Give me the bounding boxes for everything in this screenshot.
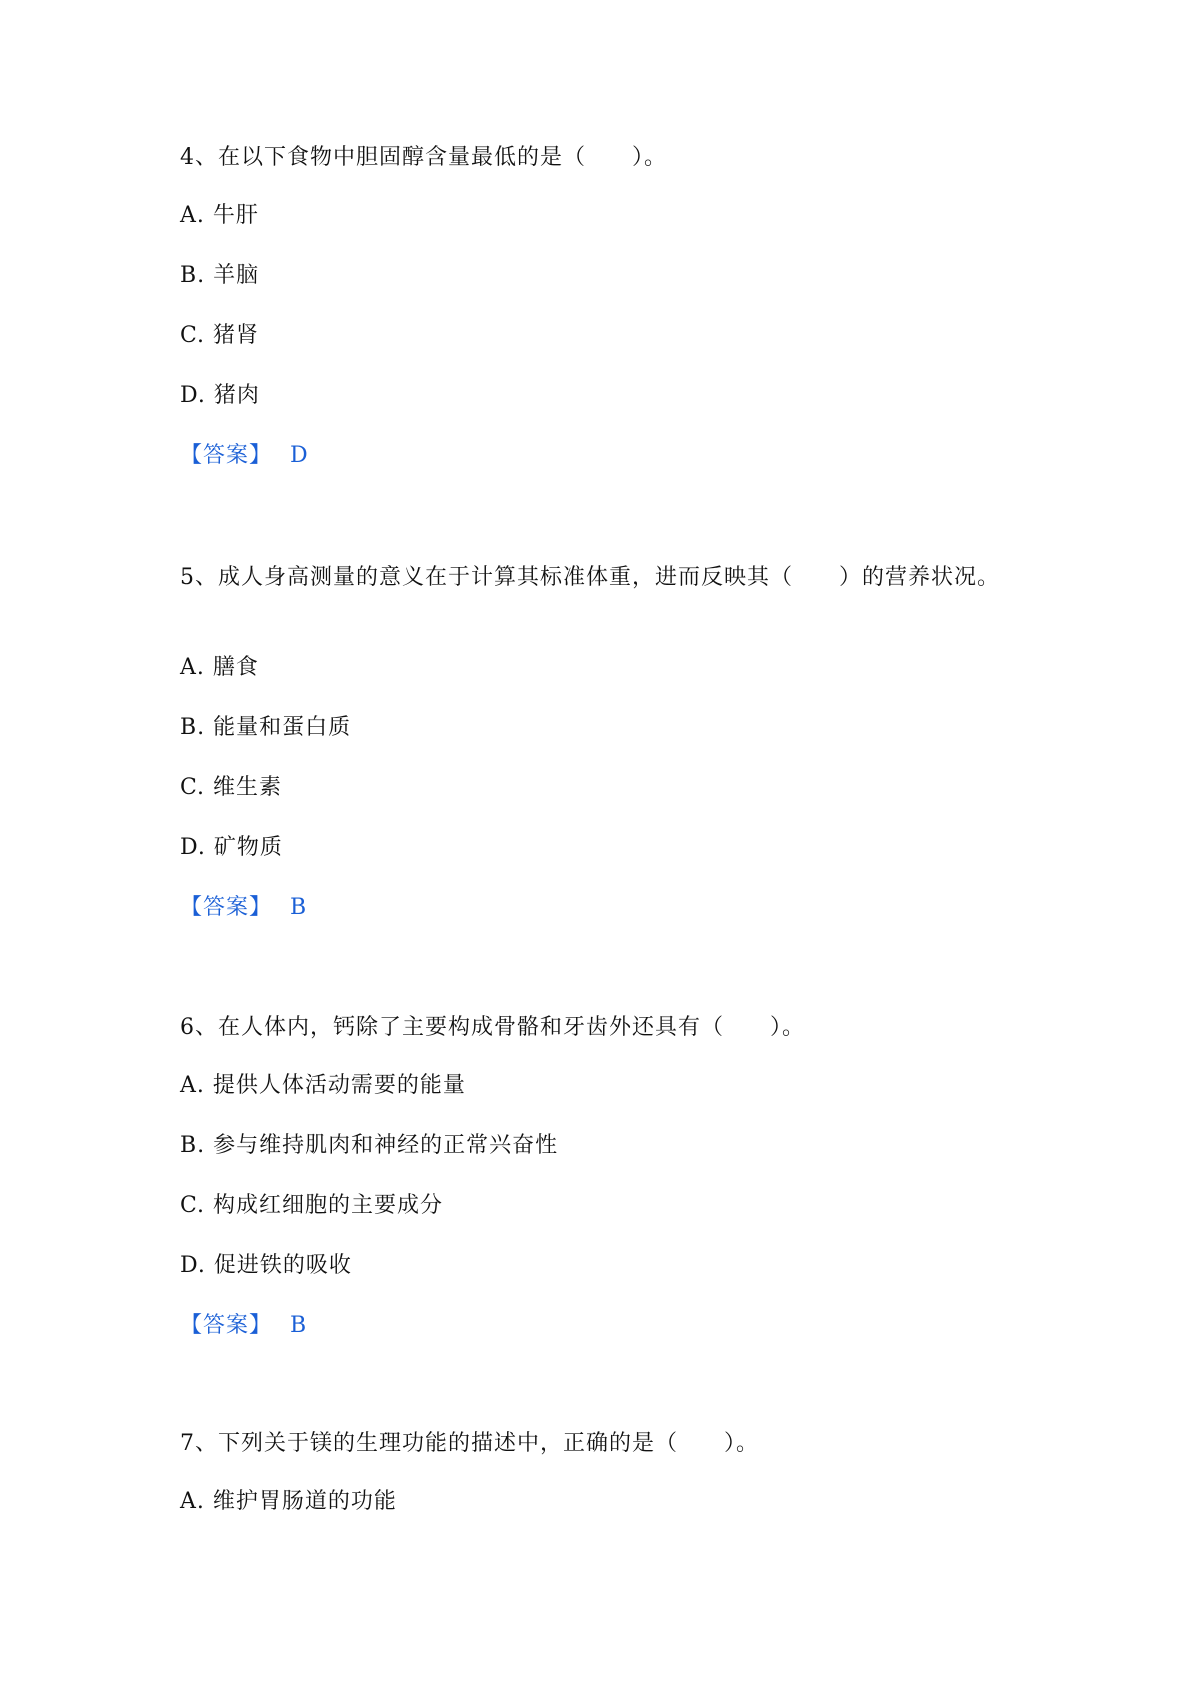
option-b: B. 能量和蛋白质 bbox=[180, 715, 352, 740]
answer-value: D bbox=[290, 443, 309, 468]
option-b: B. 羊脑 bbox=[180, 263, 260, 288]
question-4 bbox=[180, 142, 1000, 468]
option-a: A. 膳食 bbox=[180, 655, 259, 680]
question-stem: 4、在以下食物中胆固醇含量最低的是（ ）。 bbox=[180, 145, 667, 170]
answer bbox=[180, 440, 309, 472]
answer bbox=[180, 892, 307, 924]
answer-value: B bbox=[290, 1313, 308, 1338]
answer-label: 【答案】 bbox=[180, 443, 273, 468]
answer-value: B bbox=[290, 895, 308, 920]
question-stem: 7、下列关于镁的生理功能的描述中，正确的是（ ）。 bbox=[180, 1431, 759, 1456]
option-d: D. 促进铁的吸收 bbox=[180, 1253, 352, 1278]
option-c: C. 猪肾 bbox=[180, 323, 260, 348]
option-d: D. 矿物质 bbox=[180, 835, 283, 860]
option-a: A. 牛肝 bbox=[180, 203, 259, 228]
option-c: C. 构成红细胞的主要成分 bbox=[180, 1193, 444, 1218]
option-b: B. 参与维持肌肉和神经的正常兴奋性 bbox=[180, 1133, 559, 1158]
question-6 bbox=[180, 1012, 1000, 1342]
answer bbox=[180, 1310, 307, 1342]
question-stem: 5、成人身高测量的意义在于计算其标准体重，进而反映其（ ）的营养状况。 bbox=[180, 565, 1000, 590]
answer-label: 【答案】 bbox=[180, 895, 273, 920]
question-5 bbox=[180, 562, 1000, 922]
option-d: D. 猪肉 bbox=[180, 383, 260, 408]
question-stem: 6、在人体内，钙除了主要构成骨骼和牙齿外还具有（ ）。 bbox=[180, 1015, 805, 1040]
option-a: A. 维护胃肠道的功能 bbox=[180, 1489, 397, 1514]
option-a: A. 提供人体活动需要的能量 bbox=[180, 1073, 466, 1098]
answer-label: 【答案】 bbox=[180, 1313, 273, 1338]
question-7 bbox=[180, 1428, 1000, 1528]
option-c: C. 维生素 bbox=[180, 775, 283, 800]
